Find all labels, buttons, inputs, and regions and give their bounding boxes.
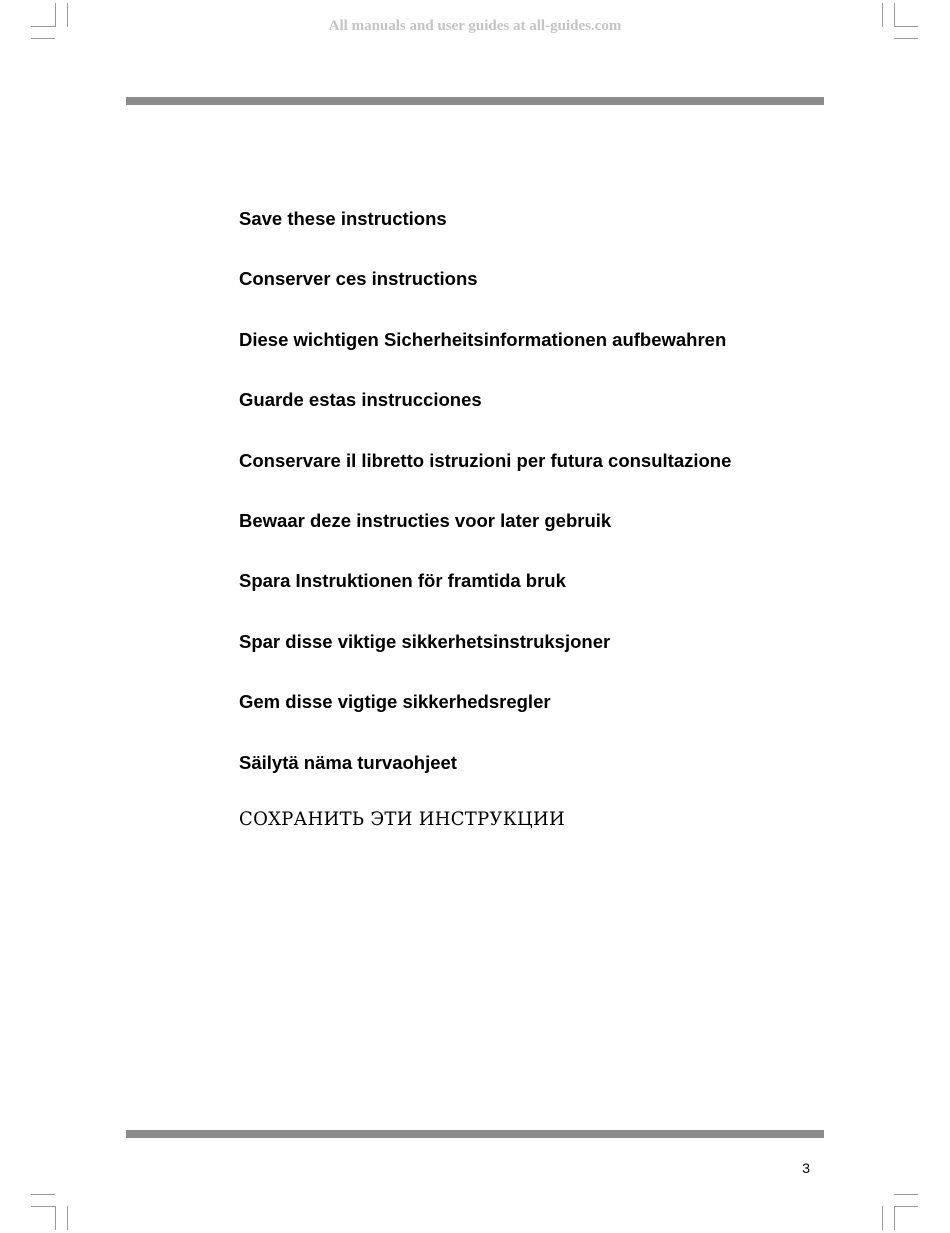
instruction-norwegian: Spar disse viktige sikkerhetsinstruksjoner — [239, 631, 611, 652]
instruction-russian: СОХРАНИТЬ ЭТИ ИНСТРУКЦИИ — [239, 808, 566, 831]
instruction-italian: Conservare il libretto istruzioni per futura consultazione — [239, 450, 732, 471]
crop-mark-bottom-left-horizontal-inner — [31, 1206, 55, 1207]
page-number: 3 — [802, 1160, 810, 1176]
instruction-swedish: Spara Instruktionen för framtida bruk — [239, 570, 566, 591]
watermark-header: All manuals and user guides at all-guides.com — [328, 18, 622, 34]
crop-mark-bottom-left-horizontal — [31, 1194, 55, 1195]
crop-mark-bottom-right-horizontal — [894, 1194, 918, 1195]
crop-mark-bottom-left-vertical-inner — [55, 1206, 56, 1230]
crop-mark-bottom-right-vertical-outer — [882, 1206, 883, 1230]
instruction-dutch: Bewaar deze instructies voor later gebruik — [239, 510, 612, 531]
instruction-german: Diese wichtigen Sicherheitsinformationen aufbewahren — [239, 329, 727, 350]
instruction-danish: Gem disse vigtige sikkerhedsregler — [239, 691, 551, 712]
crop-mark-top-right-horizontal — [894, 38, 918, 39]
crop-mark-top-left-horizontal — [31, 38, 55, 39]
crop-mark-bottom-right-horizontal-inner — [894, 1206, 918, 1207]
instruction-finnish: Säilytä näma turvaohjeet — [239, 752, 457, 773]
bottom-divider-rule — [126, 1130, 824, 1138]
top-divider-rule — [126, 97, 824, 105]
crop-mark-bottom-left-vertical-outer — [67, 1206, 68, 1230]
instruction-spanish: Guarde estas instrucciones — [239, 389, 482, 410]
instruction-english: Save these instructions — [239, 208, 447, 229]
crop-mark-bottom-right-vertical-inner — [894, 1206, 895, 1230]
instruction-french: Conserver ces instructions — [239, 268, 478, 289]
